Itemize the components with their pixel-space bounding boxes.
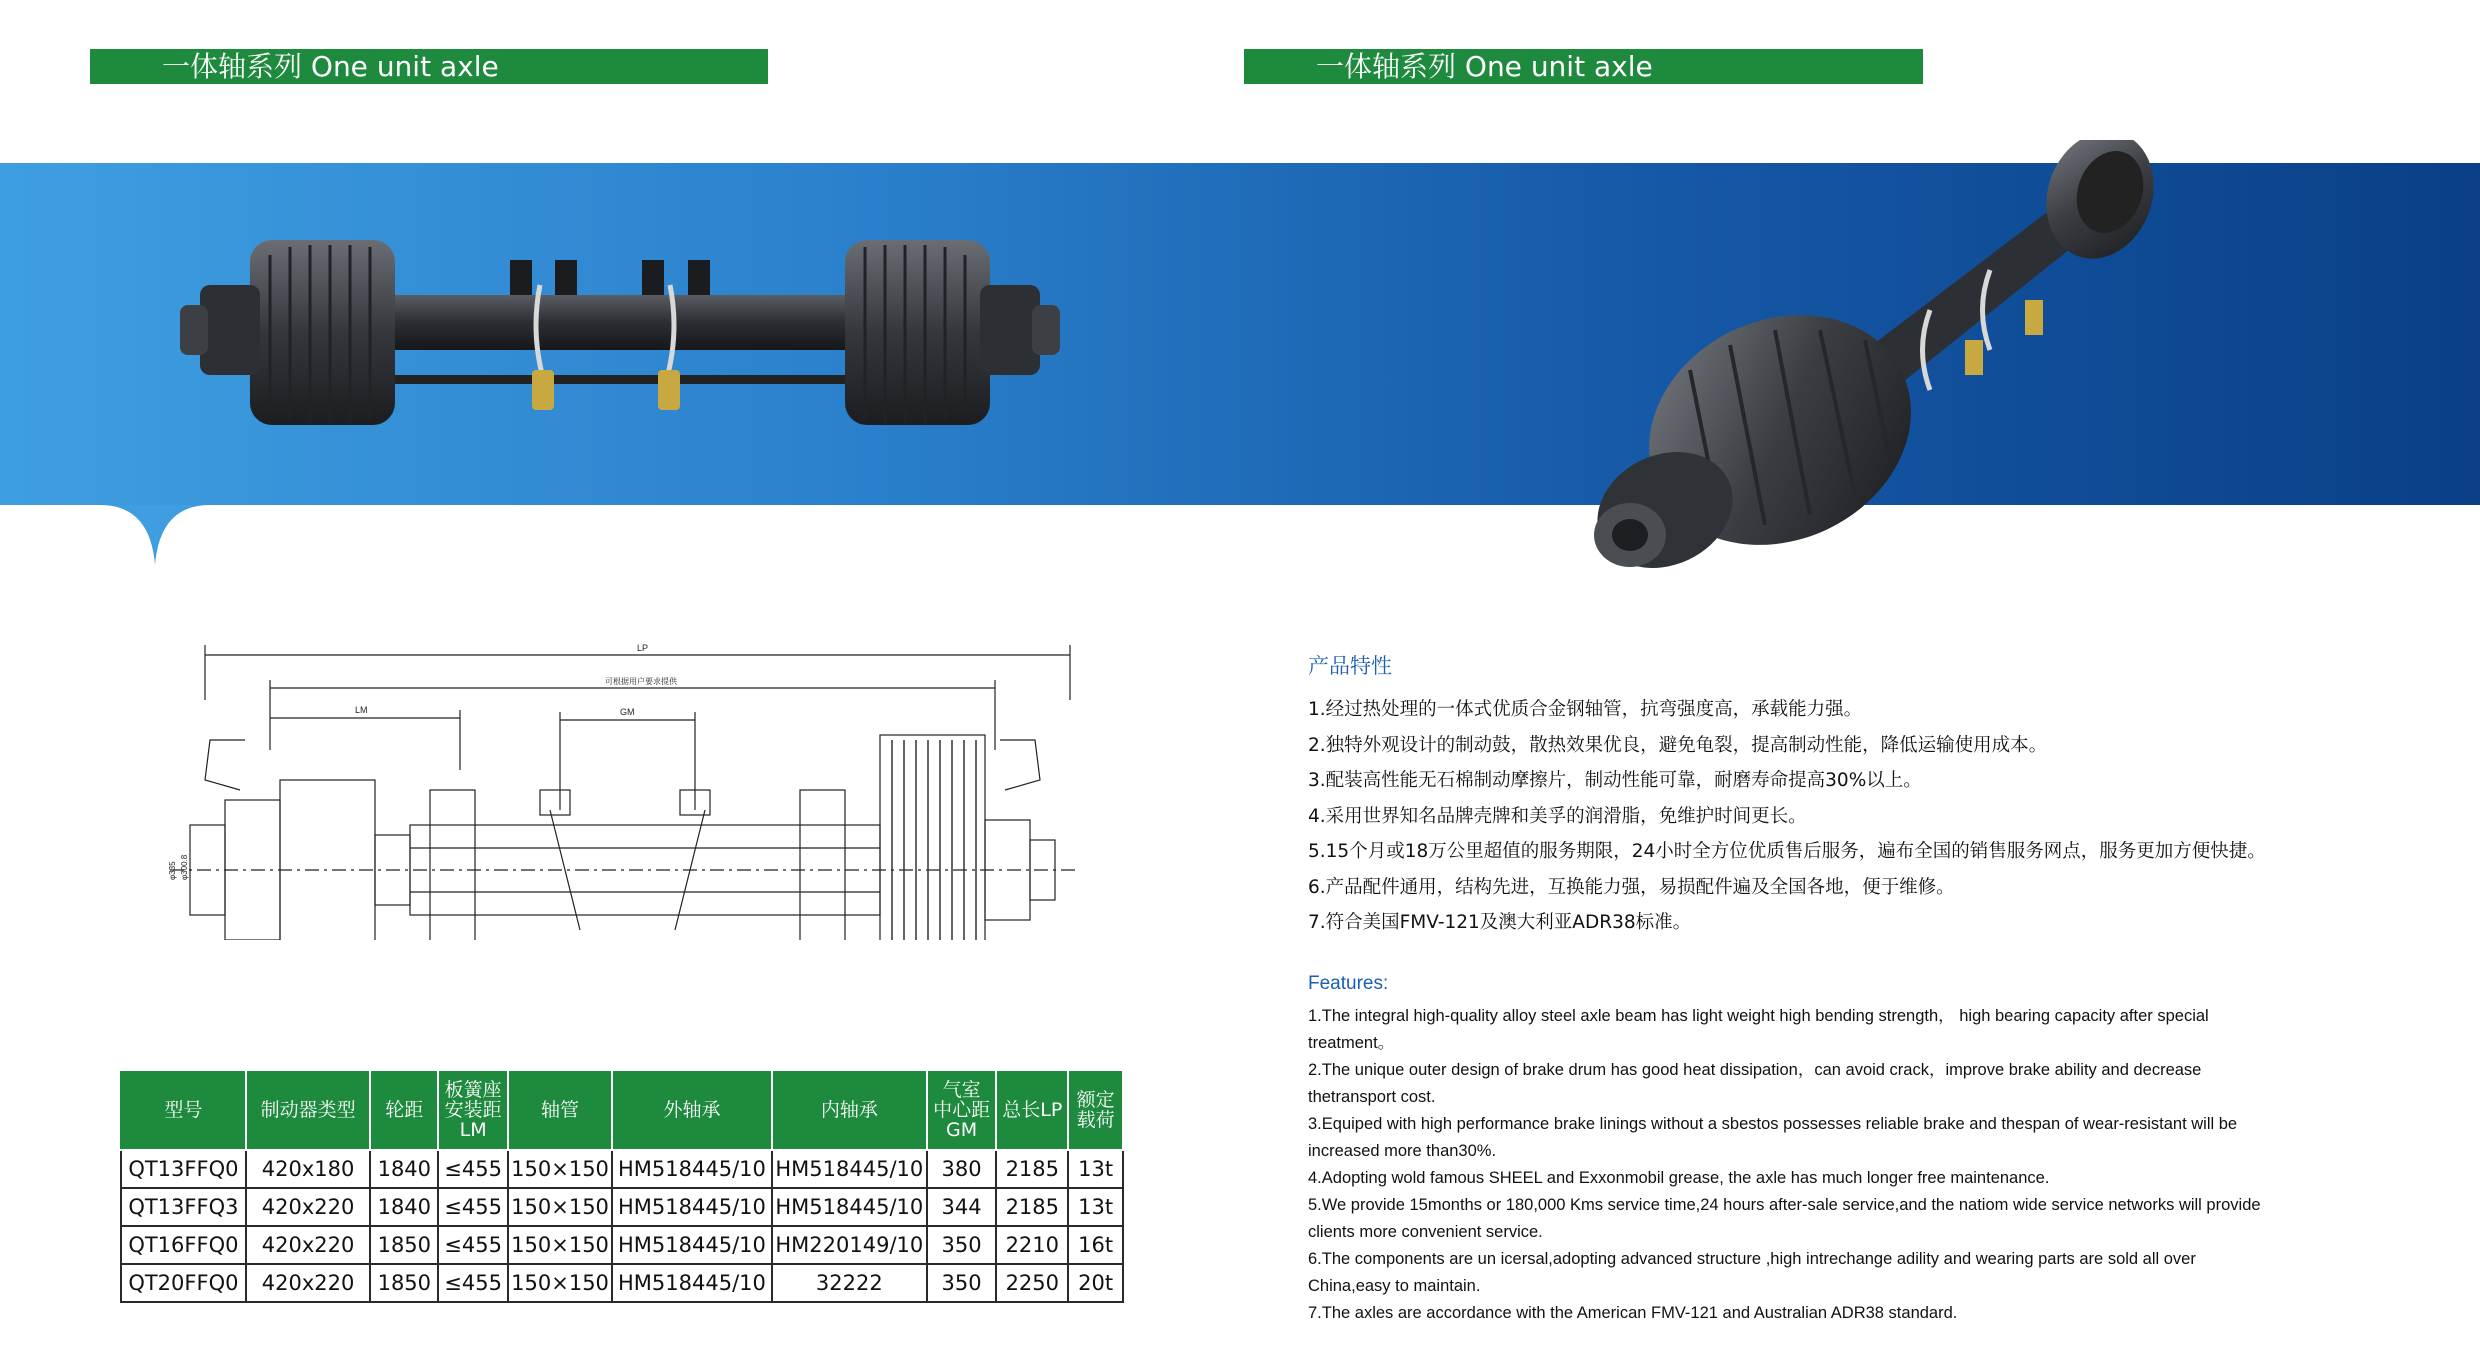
features-en-title: Features: (1308, 972, 1389, 994)
features-cn-item: 2.独特外观设计的制动鼓，散热效果优良，避免龟裂，提高制动性能，降低运输使用成本。 (1308, 734, 2048, 756)
table-cell: HM518445/10 (772, 1150, 927, 1188)
features-cn-item: 4.采用世界知名品牌壳牌和美孚的润滑脂，免维护时间更长。 (1308, 805, 1807, 827)
drawing-lp-label: LP (637, 643, 649, 653)
drawing-lm-label: LM (355, 705, 368, 715)
table-cell: 344 (927, 1188, 997, 1226)
table-header-cell: 型号 (121, 1070, 246, 1150)
features-cn-item: 6.产品配件通用，结构先进，互换能力强，易损配件遍及全国各地，便于维修。 (1308, 876, 1955, 898)
table-cell: 1850 (370, 1226, 438, 1264)
table-row (121, 1264, 1123, 1302)
table-cell: ≤455 (438, 1150, 508, 1188)
table-cell: 13t (1068, 1150, 1123, 1188)
features-cn-title: 产品特性 (1308, 654, 1392, 678)
section-header-left-text: 一体轴系列 One unit axle (162, 50, 499, 83)
features-en-item: 7.The axles are accordance with the American FMV-121 and Australian ADR38 standard. (1308, 1303, 1958, 1322)
table-cell: 1840 (370, 1150, 438, 1188)
table-cell: HM220149/10 (772, 1226, 927, 1264)
table-cell: HM518445/10 (612, 1226, 772, 1264)
table-cell: 420x220 (246, 1264, 371, 1302)
features-en-item: 2.The unique outer design of brake drum has good heat dissipation，can avoid crack，improve brake ability and decrease thetransport cost. (1308, 1060, 2202, 1106)
table-cell: 150×150 (508, 1226, 612, 1264)
table-cell: 420x180 (246, 1150, 371, 1188)
table-cell: 20t (1068, 1264, 1123, 1302)
table-cell: HM518445/10 (612, 1188, 772, 1226)
section-header-right (1244, 49, 1923, 84)
table-cell: 350 (927, 1264, 997, 1302)
table-cell: HM518445/10 (612, 1264, 772, 1302)
table-cell: 350 (927, 1226, 997, 1264)
spec-table (120, 1069, 1124, 1303)
features-en-item: 3.Equiped with high performance brake linings without a sbestos possesses reliable brake and thespan of wear-resistant will be increased more than30%. (1308, 1114, 2238, 1160)
table-cell: 150×150 (508, 1264, 612, 1302)
table-header-row (121, 1070, 1123, 1150)
table-cell: 13t (1068, 1188, 1123, 1226)
table-cell: QT13FFQ0 (121, 1150, 246, 1188)
section-header-right-text: 一体轴系列 One unit axle (1316, 50, 1653, 83)
table-cell: 2250 (996, 1264, 1068, 1302)
features-cn-item: 7.符合美国FMV-121及澳大利亚ADR38标准。 (1308, 912, 1692, 933)
drawing-dim-1: φ335 (168, 861, 177, 880)
table-cell: 150×150 (508, 1188, 612, 1226)
table-header-cell: 外轴承 (612, 1070, 772, 1150)
features-en-item: 5.We provide 15months or 180,000 Kms service time,24 hours after-sale service,and the natiom wide service networks will provide clients more convenient service. (1308, 1195, 2261, 1241)
features-en-item: 4.Adopting wold famous SHEEL and Exxonmobil grease, the axle has much longer free maintenance. (1308, 1168, 2050, 1187)
banner-tab-notch (100, 505, 210, 565)
table-cell: 2185 (996, 1150, 1068, 1188)
table-cell: 380 (927, 1150, 997, 1188)
table-cell: QT13FFQ3 (121, 1188, 246, 1226)
table-cell: QT20FFQ0 (121, 1264, 246, 1302)
features-section (1308, 650, 2428, 1327)
table-cell: 420x220 (246, 1188, 371, 1226)
table-cell: 150×150 (508, 1150, 612, 1188)
features-cn-item: 5.15个月或18万公里超值的服务期限，24小时全方位优质售后服务，遍布全国的销售服务网点，服务更加方便快捷。 (1308, 841, 2266, 862)
features-cn-item: 1.经过热处理的一体式优质合金钢轴管，抗弯强度高，承载能力强。 (1308, 699, 1863, 720)
section-header-left (90, 49, 768, 84)
table-header-cell: 额定 载荷 (1068, 1070, 1123, 1150)
drawing-dim-2: φ300.8 (180, 854, 189, 880)
table-header-cell: 板簧座 安装距 LM (438, 1070, 508, 1150)
axle-technical-drawing (150, 640, 1100, 940)
table-row (121, 1150, 1123, 1188)
features-en-item: 6.The components are un icersal,adopting advanced structure ,high intrechange adility and wearing parts are sold all over China,easy to maintain. (1308, 1249, 2196, 1295)
table-cell: 32222 (772, 1264, 927, 1302)
table-row (121, 1226, 1123, 1264)
table-cell: HM518445/10 (772, 1188, 927, 1226)
table-header-cell: 内轴承 (772, 1070, 927, 1150)
axle-photo-front (180, 225, 1060, 440)
table-cell: QT16FFQ0 (121, 1226, 246, 1264)
table-cell: 1840 (370, 1188, 438, 1226)
features-en-item: 1.The integral high-quality alloy steel axle beam has light weight high bending strength， high bearing capacity after special treatment。 (1308, 1006, 2209, 1052)
table-header-cell: 轮距 (370, 1070, 438, 1150)
table-row (121, 1188, 1123, 1226)
table-header-cell: 轴管 (508, 1070, 612, 1150)
table-cell: 2185 (996, 1188, 1068, 1226)
drawing-note: 可根据用户要求提供 (605, 677, 677, 686)
table-cell: ≤455 (438, 1226, 508, 1264)
table-cell: ≤455 (438, 1264, 508, 1302)
axle-photo-perspective (1570, 140, 2190, 580)
table-cell: 2210 (996, 1226, 1068, 1264)
table-cell: 1850 (370, 1264, 438, 1302)
features-cn-item: 3.配装高性能无石棉制动摩擦片，制动性能可靠，耐磨寿命提高30%以上。 (1308, 770, 1922, 791)
drawing-gm-label: GM (620, 707, 635, 717)
table-cell: 16t (1068, 1226, 1123, 1264)
table-header-cell: 气室 中心距 GM (927, 1070, 997, 1150)
table-cell: HM518445/10 (612, 1150, 772, 1188)
table-header-cell: 总长LP (996, 1070, 1068, 1150)
table-cell: ≤455 (438, 1188, 508, 1226)
table-cell: 420x220 (246, 1226, 371, 1264)
table-header-cell: 制动器类型 (246, 1070, 371, 1150)
